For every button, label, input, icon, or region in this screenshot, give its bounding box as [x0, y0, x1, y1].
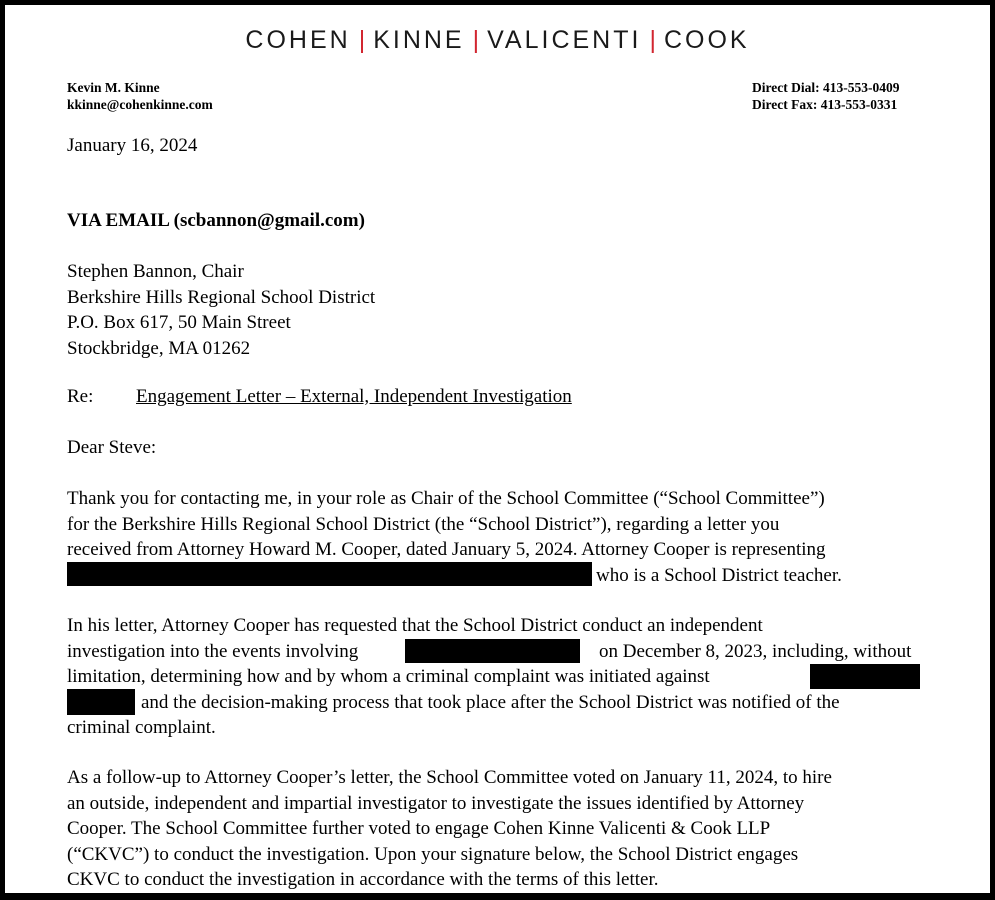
paragraph-line: CKVC to conduct the investigation in accordance with the terms of this letter.	[67, 869, 659, 890]
letterhead-name-cohen: COHEN	[245, 26, 351, 54]
recipient-line: Stephen Bannon, Chair	[67, 261, 244, 282]
paragraph-line: on December 8, 2023, including, without	[599, 640, 912, 662]
sender-name: Kevin M. Kinne	[67, 80, 160, 95]
paragraph-line: (“CKVC”) to conduct the investigation. Upon your signature below, the School District engages	[67, 843, 799, 865]
paragraph-line: As a follow-up to Attorney Cooper’s letter, the School Committee voted on January 11, 2024, to hire	[67, 767, 832, 788]
sender-block	[67, 79, 213, 113]
letter-date: January 16, 2024	[67, 135, 198, 156]
sender-email[interactable]: kkinne@cohenkinne.com	[67, 97, 213, 112]
paragraph-3	[67, 765, 947, 893]
paragraph-line: Cooper. The School Committee further voted to engage Cohen Kinne Valicenti & Cook LLP	[67, 818, 771, 839]
redaction-box	[67, 689, 135, 715]
direct-fax: Direct Fax: 413-553-0331	[752, 97, 898, 112]
recipient-address	[67, 259, 375, 361]
paragraph-line: and the decision-making process that took place after the School District was notified of the	[141, 691, 840, 713]
recipient-line: Stockbridge, MA 01262	[67, 337, 251, 359]
redaction-box	[67, 562, 592, 586]
paragraph-line: received from Attorney Howard M. Cooper, dated January 5, 2024. Attorney Cooper is representing	[67, 539, 826, 560]
direct-dial: Direct Dial: 413-553-0409	[752, 80, 900, 95]
salutation: Dear Steve:	[67, 437, 157, 458]
letterhead-separator: |	[649, 26, 656, 54]
via-email-line: VIA EMAIL (scbannon@gmail.com)	[67, 210, 365, 231]
paragraph-line: criminal complaint.	[67, 717, 216, 738]
redaction-box	[405, 639, 580, 663]
paragraph-line: who is a School District teacher.	[596, 564, 842, 586]
paragraph-line: Thank you for contacting me, in your role as Chair of the School Committee (“School Committee”)	[67, 488, 825, 509]
re-label: Re:	[67, 386, 94, 407]
re-subject: Engagement Letter – External, Independent Investigation	[136, 386, 572, 407]
letterhead-separator: |	[472, 26, 480, 54]
paragraph-line: an outside, independent and impartial investigator to investigate the issues identified by Attorney	[67, 792, 805, 814]
paragraph-line: In his letter, Attorney Cooper has requested that the School District conduct an independent	[67, 615, 763, 636]
letterhead-name-kinne: KINNE	[373, 26, 465, 54]
letterhead-separator: |	[358, 26, 366, 54]
redaction-box	[810, 664, 920, 689]
letterhead-name-valicenti: VALICENTI	[487, 26, 642, 54]
recipient-line: Berkshire Hills Regional School District	[67, 286, 376, 308]
letterhead-logo	[0, 26, 995, 55]
paragraph-line: limitation, determining how and by whom a criminal complaint was initiated against	[67, 666, 710, 687]
paragraph-line: investigation into the events involving	[67, 640, 359, 662]
letterhead-name-cook: COOK	[663, 26, 750, 54]
paragraph-line: for the Berkshire Hills Regional School District (the “School District”), regarding a letter you	[67, 513, 780, 535]
recipient-line: P.O. Box 617, 50 Main Street	[67, 312, 291, 333]
contact-block	[752, 79, 899, 113]
